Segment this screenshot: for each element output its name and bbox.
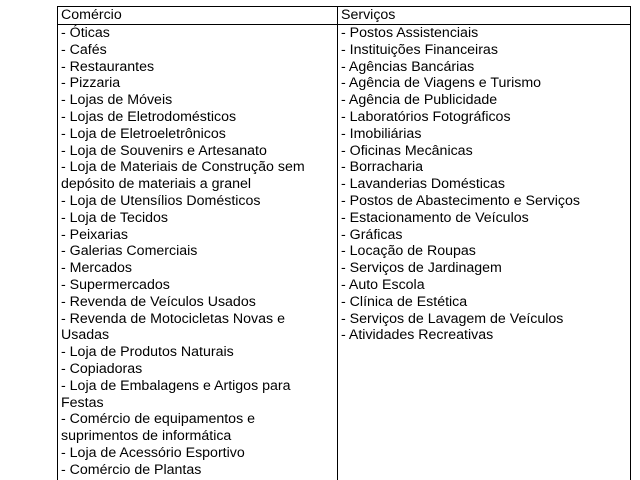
list-item: - Locação de Roupas — [341, 243, 476, 260]
list-item: - Agências Bancárias — [341, 58, 475, 75]
list-item: - Lojas de Eletrodomésticos — [61, 108, 237, 125]
list-item: - Loja de Materiais de Construção sem depósito de materiais a granel — [61, 159, 305, 193]
header-row — [58, 7, 631, 25]
list-item: - Agência de Viagens e Turismo — [341, 75, 542, 92]
list-item: - Cafés — [61, 41, 107, 58]
servicos-cell — [338, 25, 631, 480]
list-item: - Galerias Comerciais — [61, 243, 198, 260]
list-item: - Laboratórios Fotográficos — [341, 108, 511, 125]
list-item: - Serviços de Lavagem de Veículos — [341, 310, 564, 327]
list-item: - Peixarias — [61, 226, 129, 243]
list-item: - Loja de Acessório Esportivo — [61, 444, 245, 461]
list-item: - Comércio de Plantas — [61, 461, 202, 478]
comercio-list — [61, 25, 337, 479]
list-item: - Instituições Financeiras — [341, 41, 498, 58]
list-item: - Borracharia — [341, 159, 424, 176]
list-item: - Loja de Eletroeletrônicos — [61, 125, 226, 142]
list-item: - Pizzaria — [61, 75, 121, 92]
list-item: - Comércio de equipamentos e suprimentos de informática — [61, 411, 255, 445]
list-item: - Serviços de Jardinagem — [341, 260, 502, 277]
list-item: - Atividades Recreativas — [341, 327, 494, 344]
list-item: - Loja de Embalagens e Artigos para Festas — [61, 377, 291, 411]
body-row — [58, 25, 631, 480]
list-item: - Copiadoras — [61, 360, 143, 377]
list-item: - Lojas de Móveis — [61, 92, 173, 109]
list-item: - Óticas — [61, 25, 110, 41]
list-item: - Postos de Abastecimento e Serviços — [341, 192, 580, 209]
list-item: - Imobiliárias — [341, 125, 422, 142]
list-item: - Restaurantes — [61, 58, 155, 75]
list-item: - Revenda de Veículos Usados — [61, 293, 256, 310]
category-table — [57, 6, 631, 480]
list-item: - Mercados — [61, 260, 132, 277]
header-servicos: Serviços — [338, 7, 631, 25]
list-item: - Clínica de Estética — [341, 293, 468, 310]
servicos-list — [341, 25, 630, 344]
list-item: - Supermercados — [61, 276, 170, 293]
list-item: - Estacionamento de Veículos — [341, 209, 529, 226]
list-item: - Loja de Souvenirs e Artesanato — [61, 142, 267, 159]
list-item: - Loja de Produtos Naturais — [61, 344, 234, 361]
header-comercio: Comércio — [58, 7, 338, 25]
list-item: - Loja de Utensílios Domésticos — [61, 192, 261, 209]
list-item: - Agência de Publicidade — [341, 92, 498, 109]
list-item: - Loja de Tecidos — [61, 209, 169, 226]
list-item: - Postos Assistenciais — [341, 25, 479, 41]
list-item: - Oficinas Mecânicas — [341, 142, 473, 159]
comercio-cell — [58, 25, 338, 480]
list-item: - Lavanderias Domésticas — [341, 176, 506, 193]
list-item: - Auto Escola — [341, 276, 425, 293]
list-item: - Gráficas — [341, 226, 403, 243]
list-item: - Revenda de Motocicletas Novas e Usadas — [61, 310, 285, 344]
